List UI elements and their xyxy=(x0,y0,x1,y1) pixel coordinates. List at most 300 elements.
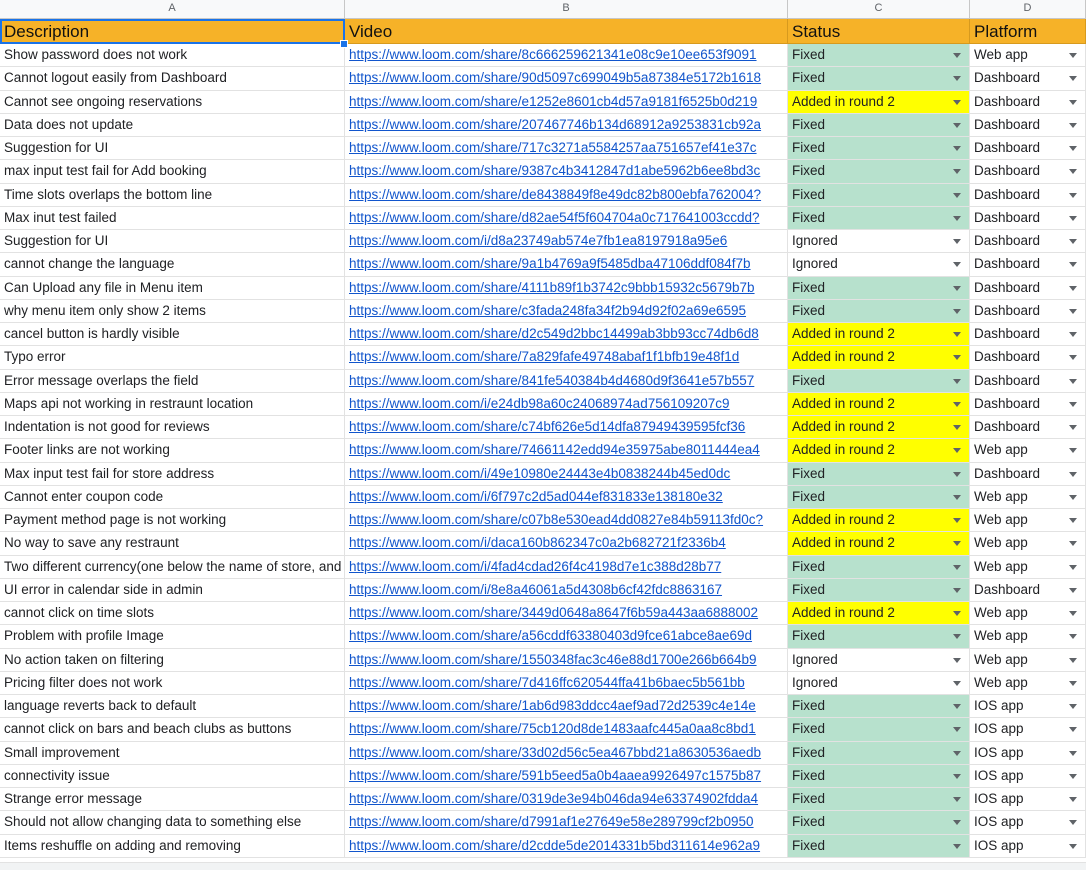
video-link[interactable]: https://www.loom.com/i/daca160b862347c0a2b682721f2336b4 xyxy=(349,535,726,551)
video-cell[interactable] xyxy=(345,114,788,137)
status-label: Fixed xyxy=(792,837,826,853)
video-link[interactable]: https://www.loom.com/share/75cb120d8de1483aafc445a0aa8c8bd1 xyxy=(349,721,756,737)
status-label: Added in round 2 xyxy=(792,605,895,620)
video-link[interactable]: https://www.loom.com/share/c74bf626e5d14dfa87949439595fcf36 xyxy=(349,419,746,434)
description-cell[interactable]: Two different currency(one below the name of store, and xyxy=(0,556,345,579)
status-dropdown[interactable] xyxy=(788,672,970,695)
video-cell[interactable] xyxy=(345,602,788,625)
chevron-down-icon[interactable] xyxy=(1069,495,1077,500)
description-cell[interactable]: cannot click on time slots xyxy=(0,602,345,625)
chevron-down-icon[interactable] xyxy=(1069,355,1077,360)
status-label: Added in round 2 xyxy=(792,419,895,434)
status-dropdown[interactable] xyxy=(788,649,970,672)
chevron-down-icon[interactable] xyxy=(1069,53,1077,58)
video-cell[interactable] xyxy=(345,416,788,439)
chevron-down-icon[interactable] xyxy=(1069,472,1077,477)
video-link[interactable]: https://www.loom.com/share/591b5eed5a0b4aaea9926497c1575b87 xyxy=(349,767,762,783)
column-letters xyxy=(0,0,1086,19)
video-cell[interactable] xyxy=(345,207,788,230)
platform-dropdown[interactable] xyxy=(970,532,1086,555)
description-cell[interactable]: Cannot enter coupon code xyxy=(0,486,345,509)
chevron-down-icon[interactable] xyxy=(1069,379,1077,384)
platform-dropdown[interactable] xyxy=(970,509,1086,532)
platform-dropdown[interactable] xyxy=(970,253,1086,276)
platform-dropdown[interactable] xyxy=(970,277,1086,300)
platform-label: Dashboard xyxy=(974,465,1041,481)
chevron-down-icon[interactable] xyxy=(953,797,961,802)
platform-label: Dashboard xyxy=(974,395,1041,411)
status-label: Fixed xyxy=(792,581,826,597)
table-row xyxy=(0,300,1086,323)
chevron-down-icon[interactable] xyxy=(953,193,961,198)
chevron-down-icon[interactable] xyxy=(953,123,961,128)
video-link[interactable]: https://www.loom.com/share/4111b89f1b3742c9bbb15932c5679b7b xyxy=(349,279,755,295)
description-cell[interactable]: Show password does not work xyxy=(0,44,345,67)
video-cell[interactable] xyxy=(345,230,788,253)
chevron-down-icon[interactable] xyxy=(953,355,961,360)
status-dropdown[interactable] xyxy=(788,742,970,765)
chevron-down-icon[interactable] xyxy=(953,309,961,314)
chevron-down-icon[interactable] xyxy=(1069,216,1077,221)
chevron-down-icon[interactable] xyxy=(1069,565,1077,570)
chevron-down-icon[interactable] xyxy=(953,76,961,81)
platform-label: Web app xyxy=(974,488,1028,504)
chevron-down-icon[interactable] xyxy=(1069,681,1077,686)
video-link[interactable]: https://www.loom.com/share/7d416ffc620544ffa41b6baec5b561bb xyxy=(349,674,745,690)
status-label: Fixed xyxy=(792,814,826,830)
video-cell[interactable] xyxy=(345,463,788,486)
platform-dropdown[interactable] xyxy=(970,788,1086,811)
chevron-down-icon[interactable] xyxy=(953,518,961,523)
platform-label: Web app xyxy=(974,535,1028,551)
video-cell[interactable] xyxy=(345,532,788,555)
platform-label: Dashboard xyxy=(974,116,1041,132)
table-row xyxy=(0,230,1086,253)
status-dropdown[interactable] xyxy=(788,556,970,579)
chevron-down-icon[interactable] xyxy=(953,541,961,546)
description-cell[interactable]: Max inut test failed xyxy=(0,207,345,230)
chevron-down-icon[interactable] xyxy=(953,239,961,244)
table-row xyxy=(0,811,1086,834)
platform-label: Dashboard xyxy=(974,70,1041,86)
chevron-down-icon[interactable] xyxy=(953,286,961,291)
chevron-down-icon[interactable] xyxy=(1069,588,1077,593)
video-cell[interactable] xyxy=(345,695,788,718)
video-cell[interactable] xyxy=(345,579,788,602)
video-link[interactable]: https://www.loom.com/share/33d02d56c5ea467bbd21a8630536aedb xyxy=(349,744,762,760)
video-link[interactable]: https://www.loom.com/share/841fe540384b4d4680d9f3641e57b557 xyxy=(349,372,755,388)
video-cell[interactable] xyxy=(345,835,788,858)
chevron-down-icon[interactable] xyxy=(1069,820,1077,825)
status-dropdown[interactable] xyxy=(788,67,970,90)
chevron-down-icon[interactable] xyxy=(953,588,961,593)
status-dropdown[interactable] xyxy=(788,114,970,137)
chevron-down-icon[interactable] xyxy=(1069,123,1077,128)
description-cell[interactable]: Indentation is not good for reviews xyxy=(0,416,345,439)
chevron-down-icon[interactable] xyxy=(1069,844,1077,849)
video-link[interactable]: https://www.loom.com/i/6f797c2d5ad044ef831833e138180e32 xyxy=(349,488,723,504)
platform-label: IOS app xyxy=(974,698,1024,713)
chevron-down-icon[interactable] xyxy=(1069,193,1077,198)
video-link[interactable]: https://www.loom.com/share/de8438849f8e49dc82b800ebfa762004? xyxy=(349,186,762,202)
table-row xyxy=(0,91,1086,114)
platform-label: Dashboard xyxy=(974,349,1041,365)
video-cell[interactable] xyxy=(345,277,788,300)
description-cell[interactable]: Footer links are not working xyxy=(0,439,345,462)
platform-dropdown[interactable] xyxy=(970,230,1086,253)
chevron-down-icon[interactable] xyxy=(953,402,961,407)
chevron-down-icon[interactable] xyxy=(953,751,961,756)
chevron-down-icon[interactable] xyxy=(953,611,961,616)
status-dropdown[interactable] xyxy=(788,393,970,416)
description-cell[interactable]: Problem with profile Image xyxy=(0,625,345,648)
description-cell[interactable]: Suggestion for UI xyxy=(0,137,345,160)
video-link[interactable]: https://www.loom.com/i/e24db98a60c24068974ad756109207c9 xyxy=(349,395,730,411)
video-cell[interactable] xyxy=(345,137,788,160)
status-dropdown[interactable] xyxy=(788,137,970,160)
status-dropdown[interactable] xyxy=(788,835,970,858)
chevron-down-icon[interactable] xyxy=(953,820,961,825)
table-row xyxy=(0,184,1086,207)
video-cell[interactable] xyxy=(345,765,788,788)
chevron-down-icon[interactable] xyxy=(1069,262,1077,267)
chevron-down-icon[interactable] xyxy=(953,774,961,779)
status-dropdown[interactable] xyxy=(788,346,970,369)
description-cell[interactable]: Pricing filter does not work xyxy=(0,672,345,695)
column-letter-d[interactable]: D xyxy=(970,0,1086,18)
video-cell[interactable] xyxy=(345,370,788,393)
status-dropdown[interactable] xyxy=(788,486,970,509)
video-link[interactable]: https://www.loom.com/i/8e8a46061a5d4308b6cf42fdc8863167 xyxy=(349,581,723,597)
table-row xyxy=(0,393,1086,416)
status-dropdown[interactable] xyxy=(788,44,970,67)
video-cell[interactable] xyxy=(345,672,788,695)
video-cell[interactable] xyxy=(345,649,788,672)
status-label: Added in round 2 xyxy=(792,349,895,365)
status-dropdown[interactable] xyxy=(788,207,970,230)
chevron-down-icon[interactable] xyxy=(1069,541,1077,546)
platform-label: Dashboard xyxy=(974,419,1041,434)
table-row xyxy=(0,486,1086,509)
video-cell[interactable] xyxy=(345,718,788,741)
chevron-down-icon[interactable] xyxy=(1069,611,1077,616)
description-cell[interactable]: cancel button is hardly visible xyxy=(0,323,345,346)
platform-dropdown[interactable] xyxy=(970,44,1086,67)
status-label: Added in round 2 xyxy=(792,93,895,109)
status-dropdown[interactable] xyxy=(788,625,970,648)
status-dropdown[interactable] xyxy=(788,532,970,555)
platform-dropdown[interactable] xyxy=(970,765,1086,788)
video-cell[interactable] xyxy=(345,556,788,579)
platform-dropdown[interactable] xyxy=(970,463,1086,486)
status-dropdown[interactable] xyxy=(788,230,970,253)
table-row xyxy=(0,323,1086,346)
platform-label: Dashboard xyxy=(974,140,1041,155)
status-dropdown[interactable] xyxy=(788,463,970,486)
status-label: Fixed xyxy=(792,209,826,225)
status-dropdown[interactable] xyxy=(788,416,970,439)
platform-dropdown[interactable] xyxy=(970,184,1086,207)
platform-label: IOS app xyxy=(974,814,1024,830)
status-dropdown[interactable] xyxy=(788,300,970,323)
video-cell[interactable] xyxy=(345,44,788,67)
description-cell[interactable]: cannot click on bars and beach clubs as buttons xyxy=(0,718,345,741)
chevron-down-icon[interactable] xyxy=(953,216,961,221)
description-cell[interactable]: Error message overlaps the field xyxy=(0,370,345,393)
chevron-down-icon[interactable] xyxy=(953,472,961,477)
chevron-down-icon[interactable] xyxy=(953,727,961,732)
platform-dropdown[interactable] xyxy=(970,625,1086,648)
table-row xyxy=(0,602,1086,625)
description-cell[interactable]: Small improvement xyxy=(0,742,345,765)
platform-dropdown[interactable] xyxy=(970,742,1086,765)
platform-dropdown[interactable] xyxy=(970,300,1086,323)
video-link[interactable]: https://www.loom.com/share/7a829fafe49748abaf1f1bfb19e48f1d xyxy=(349,349,740,365)
platform-dropdown[interactable] xyxy=(970,835,1086,858)
status-dropdown[interactable] xyxy=(788,765,970,788)
chevron-down-icon[interactable] xyxy=(1069,76,1077,81)
platform-dropdown[interactable] xyxy=(970,346,1086,369)
video-cell[interactable] xyxy=(345,625,788,648)
chevron-down-icon[interactable] xyxy=(953,100,961,105)
chevron-down-icon[interactable] xyxy=(1069,727,1077,732)
status-dropdown[interactable] xyxy=(788,91,970,114)
description-cell[interactable]: language reverts back to default xyxy=(0,695,345,718)
description-cell[interactable]: max input test fail for Add booking xyxy=(0,160,345,183)
chevron-down-icon[interactable] xyxy=(953,332,961,337)
video-cell[interactable] xyxy=(345,742,788,765)
table-body xyxy=(0,44,1086,858)
chevron-down-icon[interactable] xyxy=(1069,100,1077,105)
video-link[interactable]: https://www.loom.com/i/49e10980e24443e4b0838244b45ed0dc xyxy=(349,465,731,481)
video-link[interactable]: https://www.loom.com/i/d8a23749ab574e7fb1ea8197918a95e6 xyxy=(349,233,728,248)
video-link[interactable]: https://www.loom.com/share/1ab6d983ddcc4aef9ad72d2539c4e14e xyxy=(349,698,756,713)
description-cell[interactable]: Typo error xyxy=(0,346,345,369)
video-link[interactable]: https://www.loom.com/share/0319de3e94b046da94e63374902fdda4 xyxy=(349,791,759,806)
chevron-down-icon[interactable] xyxy=(953,704,961,709)
video-cell[interactable] xyxy=(345,788,788,811)
chevron-down-icon[interactable] xyxy=(1069,425,1077,430)
platform-dropdown[interactable] xyxy=(970,602,1086,625)
video-link[interactable]: https://www.loom.com/share/74661142edd94e35975abe8011444ea4 xyxy=(349,442,760,458)
video-link[interactable]: https://www.loom.com/i/4fad4cdad26f4c4198d7e1c388d28b77 xyxy=(349,558,722,574)
video-link[interactable]: https://www.loom.com/share/c07b8e530ead4dd0827e84b59113fd0c? xyxy=(349,512,764,527)
description-cell[interactable]: cannot change the language xyxy=(0,253,345,276)
platform-dropdown[interactable] xyxy=(970,486,1086,509)
chevron-down-icon[interactable] xyxy=(953,681,961,686)
video-link[interactable]: https://www.loom.com/share/207467746b134d68912a9253831cb92a xyxy=(349,116,762,132)
platform-dropdown[interactable] xyxy=(970,672,1086,695)
video-cell[interactable] xyxy=(345,67,788,90)
status-label: Fixed xyxy=(792,70,826,86)
platform-dropdown[interactable] xyxy=(970,91,1086,114)
status-dropdown[interactable] xyxy=(788,439,970,462)
description-cell[interactable]: Can Upload any file in Menu item xyxy=(0,277,345,300)
chevron-down-icon[interactable] xyxy=(953,565,961,570)
table-row xyxy=(0,718,1086,741)
description-cell[interactable]: No action taken on filtering xyxy=(0,649,345,672)
video-cell[interactable] xyxy=(345,91,788,114)
video-cell[interactable] xyxy=(345,300,788,323)
chevron-down-icon[interactable] xyxy=(1069,634,1077,639)
video-cell[interactable] xyxy=(345,323,788,346)
chevron-down-icon[interactable] xyxy=(1069,658,1077,663)
video-cell[interactable] xyxy=(345,184,788,207)
chevron-down-icon[interactable] xyxy=(1069,774,1077,779)
platform-dropdown[interactable] xyxy=(970,67,1086,90)
description-cell[interactable]: Suggestion for UI xyxy=(0,230,345,253)
description-cell[interactable]: Cannot see ongoing reservations xyxy=(0,91,345,114)
video-cell[interactable] xyxy=(345,811,788,834)
platform-dropdown[interactable] xyxy=(970,811,1086,834)
video-link[interactable]: https://www.loom.com/share/1550348fac3c46e88d1700e266b664b9 xyxy=(349,651,757,667)
description-cell[interactable]: Data does not update xyxy=(0,114,345,137)
chevron-down-icon[interactable] xyxy=(1069,146,1077,151)
status-label: Fixed xyxy=(792,163,826,179)
platform-dropdown[interactable] xyxy=(970,160,1086,183)
video-link[interactable]: https://www.loom.com/share/a56cddf63380403d9fce61abce8ae69d xyxy=(349,628,753,644)
description-cell[interactable]: No way to save any restraunt xyxy=(0,532,345,555)
selection-handle[interactable] xyxy=(340,40,348,48)
platform-label: Web app xyxy=(974,674,1028,690)
video-link[interactable]: https://www.loom.com/share/c3fada248fa34f2b94d92f02a69e6595 xyxy=(349,302,747,318)
chevron-down-icon[interactable] xyxy=(1069,332,1077,337)
status-dropdown[interactable] xyxy=(788,695,970,718)
status-dropdown[interactable] xyxy=(788,509,970,532)
description-cell[interactable]: Time slots overlaps the bottom line xyxy=(0,184,345,207)
video-cell[interactable] xyxy=(345,393,788,416)
description-cell[interactable]: connectivity issue xyxy=(0,765,345,788)
table-row xyxy=(0,532,1086,555)
chevron-down-icon[interactable] xyxy=(953,658,961,663)
chevron-down-icon[interactable] xyxy=(953,844,961,849)
chevron-down-icon[interactable] xyxy=(953,53,961,58)
chevron-down-icon[interactable] xyxy=(1069,448,1077,453)
video-cell[interactable] xyxy=(345,439,788,462)
platform-dropdown[interactable] xyxy=(970,439,1086,462)
video-cell[interactable] xyxy=(345,253,788,276)
video-link[interactable]: https://www.loom.com/share/d7991af1e27649e58e289799cf2b0950 xyxy=(349,814,754,830)
chevron-down-icon[interactable] xyxy=(1069,169,1077,174)
video-cell[interactable] xyxy=(345,509,788,532)
platform-dropdown[interactable] xyxy=(970,114,1086,137)
video-link[interactable]: https://www.loom.com/share/9387c4b3412847d1abe5962b6ee8bd3c xyxy=(349,163,761,179)
description-cell[interactable]: Items reshuffle on adding and removing xyxy=(0,835,345,858)
status-dropdown[interactable] xyxy=(788,323,970,346)
column-letter-a[interactable]: A xyxy=(0,0,345,18)
platform-dropdown[interactable] xyxy=(970,416,1086,439)
video-link[interactable]: https://www.loom.com/share/90d5097c699049b5a87384e5172b1618 xyxy=(349,70,762,86)
header-platform[interactable]: Platform xyxy=(970,19,1086,44)
status-dropdown[interactable] xyxy=(788,811,970,834)
platform-dropdown[interactable] xyxy=(970,137,1086,160)
chevron-down-icon[interactable] xyxy=(1069,286,1077,291)
status-dropdown[interactable] xyxy=(788,579,970,602)
video-cell[interactable] xyxy=(345,160,788,183)
video-link[interactable]: https://www.loom.com/share/d2cdde5de2014331b5bd311614e962a9 xyxy=(349,837,761,853)
video-link[interactable]: https://www.loom.com/share/e1252e8601cb4d57a9181f6525b0d219 xyxy=(349,93,758,109)
status-label: Added in round 2 xyxy=(792,512,895,527)
table-row xyxy=(0,742,1086,765)
platform-dropdown[interactable] xyxy=(970,718,1086,741)
header-status[interactable]: Status xyxy=(788,19,970,44)
status-dropdown[interactable] xyxy=(788,253,970,276)
chevron-down-icon[interactable] xyxy=(953,448,961,453)
description-cell[interactable]: Maps api not working in restraunt location xyxy=(0,393,345,416)
chevron-down-icon[interactable] xyxy=(953,169,961,174)
video-cell[interactable] xyxy=(345,486,788,509)
description-cell[interactable]: Strange error message xyxy=(0,788,345,811)
platform-label: Web app xyxy=(974,442,1028,458)
video-link[interactable]: https://www.loom.com/share/d2c549d2bbc14499ab3bb93cc74db6d8 xyxy=(349,326,759,341)
chevron-down-icon[interactable] xyxy=(1069,751,1077,756)
description-cell[interactable]: Max input test fail for store address xyxy=(0,463,345,486)
platform-label: Web app xyxy=(974,512,1028,527)
platform-dropdown[interactable] xyxy=(970,323,1086,346)
status-label: Ignored xyxy=(792,651,838,667)
header-video[interactable]: Video xyxy=(345,19,788,44)
chevron-down-icon[interactable] xyxy=(953,495,961,500)
video-link[interactable]: https://www.loom.com/share/3449d0648a8647f6b59a443aa6888002 xyxy=(349,605,759,620)
platform-dropdown[interactable] xyxy=(970,556,1086,579)
status-label: Added in round 2 xyxy=(792,442,895,458)
status-dropdown[interactable] xyxy=(788,602,970,625)
platform-label: Dashboard xyxy=(974,186,1041,202)
platform-label: Web app xyxy=(974,651,1028,667)
description-cell[interactable]: Should not allow changing data to something else xyxy=(0,811,345,834)
platform-dropdown[interactable] xyxy=(970,370,1086,393)
platform-dropdown[interactable] xyxy=(970,649,1086,672)
status-dropdown[interactable] xyxy=(788,160,970,183)
chevron-down-icon[interactable] xyxy=(953,146,961,151)
status-label: Fixed xyxy=(792,116,826,132)
chevron-down-icon[interactable] xyxy=(953,425,961,430)
video-cell[interactable] xyxy=(345,346,788,369)
platform-dropdown[interactable] xyxy=(970,393,1086,416)
status-dropdown[interactable] xyxy=(788,718,970,741)
chevron-down-icon[interactable] xyxy=(1069,518,1077,523)
platform-dropdown[interactable] xyxy=(970,579,1086,602)
column-letter-b[interactable]: B xyxy=(345,0,788,18)
video-link[interactable]: https://www.loom.com/share/717c3271a5584257aa751657ef41e37c xyxy=(349,140,757,155)
video-link[interactable]: https://www.loom.com/share/9a1b4769a9f5485dba47106ddf084f7b xyxy=(349,256,751,272)
chevron-down-icon[interactable] xyxy=(953,262,961,267)
platform-dropdown[interactable] xyxy=(970,207,1086,230)
status-dropdown[interactable] xyxy=(788,370,970,393)
column-letter-c[interactable]: C xyxy=(788,0,970,18)
status-dropdown[interactable] xyxy=(788,184,970,207)
header-description[interactable]: Description xyxy=(0,19,345,44)
status-dropdown[interactable] xyxy=(788,277,970,300)
platform-dropdown[interactable] xyxy=(970,695,1086,718)
video-link[interactable]: https://www.loom.com/share/d82ae54f5f604704a0c717641003ccdd? xyxy=(349,209,760,225)
status-dropdown[interactable] xyxy=(788,788,970,811)
description-cell[interactable]: UI error in calendar side in admin xyxy=(0,579,345,602)
description-cell[interactable]: Payment method page is not working xyxy=(0,509,345,532)
chevron-down-icon[interactable] xyxy=(1069,704,1077,709)
chevron-down-icon[interactable] xyxy=(1069,797,1077,802)
chevron-down-icon[interactable] xyxy=(1069,402,1077,407)
chevron-down-icon[interactable] xyxy=(1069,239,1077,244)
platform-label: Dashboard xyxy=(974,581,1041,597)
status-label: Fixed xyxy=(792,744,826,760)
chevron-down-icon[interactable] xyxy=(1069,309,1077,314)
description-cell[interactable]: Cannot logout easily from Dashboard xyxy=(0,67,345,90)
chevron-down-icon[interactable] xyxy=(953,634,961,639)
video-link[interactable]: https://www.loom.com/share/8c666259621341e08c9e10ee653f9091 xyxy=(349,47,757,62)
chevron-down-icon[interactable] xyxy=(953,379,961,384)
description-cell[interactable]: why menu item only show 2 items xyxy=(0,300,345,323)
